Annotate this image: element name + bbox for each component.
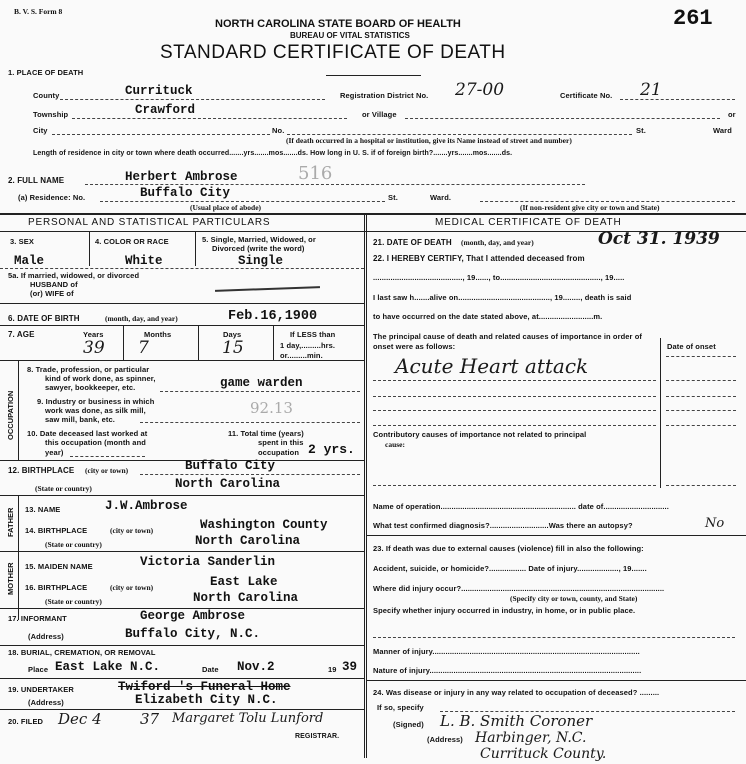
total-time-label-3: occupation bbox=[258, 448, 300, 457]
principal-cause-text: The principal cause of death and related causes of importance in order of bbox=[373, 332, 643, 341]
page-title: STANDARD CERTIFICATE OF DEATH bbox=[160, 42, 506, 63]
age-months: 7 bbox=[138, 338, 149, 358]
stamp-number: 261 bbox=[673, 6, 713, 31]
contributory-text: Contributory causes of importance not related to principal bbox=[373, 430, 587, 439]
autopsy-value: No bbox=[705, 516, 725, 531]
last-worked-label-2: this occupation (month and bbox=[45, 438, 146, 447]
mother-state-note: (State or country) bbox=[45, 597, 102, 606]
mother-birthplace-state: North Carolina bbox=[193, 591, 299, 605]
nature-text: Nature of injury................................................................................................. bbox=[373, 666, 642, 675]
abode-note: (Usual place of abode) bbox=[190, 203, 262, 212]
residence-value: Buffalo City bbox=[140, 186, 231, 200]
total-time-label: 11. Total time (years) bbox=[228, 429, 304, 438]
where-injury-text: Where did injury occur?............................................................................................. bbox=[373, 584, 665, 593]
burial-date-label: Date bbox=[202, 665, 219, 674]
informant-label: 17. INFORMANT bbox=[8, 614, 67, 623]
filed-label: 20. FILED bbox=[8, 717, 44, 726]
age-years: 39 bbox=[83, 338, 105, 358]
father-name: J.W.Ambrose bbox=[105, 499, 188, 513]
burial-place-label: Place bbox=[28, 665, 49, 674]
trade-label: 8. Trade, profession, or particular bbox=[27, 365, 150, 374]
signer-county: Currituck County. bbox=[480, 746, 607, 762]
marital-label-2: Divorced (write the word) bbox=[212, 244, 305, 253]
st-label: St. bbox=[636, 126, 646, 135]
race-value: White bbox=[125, 254, 163, 268]
burial-label: 18. BURIAL, CREMATION, OR REMOVAL bbox=[8, 648, 156, 657]
operation-text: Name of operation.............................................................. date of.............................. bbox=[373, 502, 669, 511]
township-value: Crawford bbox=[135, 103, 196, 117]
nonresident-note: (If non-resident give city or town and State) bbox=[520, 203, 660, 212]
industry-label: 9. Industry or business in which bbox=[37, 397, 155, 406]
father-birthplace-state: North Carolina bbox=[195, 534, 301, 548]
birthplace-state-note: (State or country) bbox=[35, 484, 92, 493]
test-text: What test confirmed diagnosis?...........................Was there an autopsy? bbox=[373, 521, 633, 530]
mother-city-note: (city or town) bbox=[110, 583, 154, 592]
father-name-label: 13. NAME bbox=[25, 505, 61, 514]
residence-label: (a) Residence: No. bbox=[18, 193, 86, 202]
registrar-signature: Margaret Tolu Lunford bbox=[172, 711, 324, 726]
cause-of-death: Acute Heart attack bbox=[395, 354, 589, 378]
age-label: 7. AGE bbox=[8, 330, 35, 339]
mother-name: Victoria Sanderlin bbox=[140, 555, 276, 569]
sex-label: 3. SEX bbox=[10, 237, 34, 246]
trade-label-3: sawyer, bookkeeper, etc. bbox=[45, 383, 136, 392]
age-days: 15 bbox=[222, 338, 244, 358]
onset-label: Date of onset bbox=[667, 342, 716, 351]
dob-value: Feb.16,1900 bbox=[228, 309, 318, 324]
years-label: Years bbox=[83, 330, 104, 339]
bureau-name: BUREAU OF VITAL STATISTICS bbox=[290, 31, 410, 40]
name-note: 516 bbox=[298, 163, 333, 184]
full-name-value: Herbert Ambrose bbox=[125, 170, 238, 184]
principal-cause-text-2: onset were as follows: bbox=[373, 342, 456, 351]
filed-year: 37 bbox=[140, 710, 160, 728]
county-label: County bbox=[33, 91, 60, 100]
certificate-label: Certificate No. bbox=[560, 91, 613, 100]
industry-label-3: saw mill, bank, etc. bbox=[45, 415, 115, 424]
occurred-text: to have occurred on the date stated above, at.........................m. bbox=[373, 312, 603, 321]
birthplace-city: Buffalo City bbox=[185, 459, 276, 473]
father-side-label: FATHER bbox=[6, 507, 15, 537]
industry-label-2: work was done, as silk mill, bbox=[45, 406, 146, 415]
burial-year-prefix: 19 bbox=[328, 665, 337, 674]
burial-place: East Lake N.C. bbox=[55, 660, 161, 674]
attended-dates: ........................................., 19......, to.............................................., 19..... bbox=[373, 273, 625, 282]
dob-label: 6. DATE OF BIRTH bbox=[8, 314, 80, 323]
signer-signature: L. B. Smith Coroner bbox=[440, 712, 593, 730]
accident-text: Accident, suicide, or homicide?................. Date of injury..................., 19....... bbox=[373, 564, 647, 573]
personal-heading: PERSONAL AND STATISTICAL PARTICULARS bbox=[28, 217, 271, 228]
undertaker-label: 19. UNDERTAKER bbox=[8, 685, 74, 694]
burial-date: Nov.2 bbox=[237, 660, 275, 674]
sex-value: Male bbox=[14, 254, 45, 268]
spouse-label: 5a. If married, widowed, or divorced bbox=[8, 271, 140, 280]
father-state-note: (State or country) bbox=[45, 540, 102, 549]
dod-note: (month, day, and year) bbox=[461, 238, 534, 247]
specify-label: If so, specify bbox=[377, 703, 424, 712]
external-cause-text: 23. If death was due to external causes (violence) fill in also the following: bbox=[373, 544, 644, 553]
husband-label: HUSBAND of bbox=[30, 280, 78, 289]
signer-address: Harbinger, N.C. bbox=[475, 730, 587, 746]
occupation-related-text: 24. Was disease or injury in any way related to occupation of deceased? ......... bbox=[373, 688, 660, 697]
minutes-label: or.........min. bbox=[280, 351, 323, 360]
marital-label: 5. Single, Married, Widowed, or bbox=[202, 235, 316, 244]
birthplace-city-note: (city or town) bbox=[85, 466, 129, 475]
certificate-value: 21 bbox=[640, 80, 662, 100]
informant-address-label: (Address) bbox=[28, 632, 64, 641]
township-label: Township bbox=[33, 110, 69, 119]
mother-side-label: MOTHER bbox=[6, 562, 15, 595]
occupation-side-label: OCCUPATION bbox=[6, 390, 15, 440]
mother-birthplace-label: 16. BIRTHPLACE bbox=[25, 583, 88, 592]
city-label: City bbox=[33, 126, 48, 135]
signed-label: (Signed) bbox=[393, 720, 424, 729]
mother-name-label: 15. MAIDEN NAME bbox=[25, 562, 93, 571]
residence-length: Length of residence in city or town where death occurred.......yrs.......mos.......ds. How long in U. S. if of foreign birth?.......yrs.......mos.......ds. bbox=[33, 150, 513, 157]
injury-place-text: Specify whether injury occurred in industry, in home, or in public place. bbox=[373, 606, 636, 615]
total-time-value: 2 yrs. bbox=[308, 442, 355, 457]
father-birthplace-label: 14. BIRTHPLACE bbox=[25, 526, 88, 535]
trade-value: game warden bbox=[220, 376, 303, 390]
registrar-label: REGISTRAR. bbox=[295, 733, 340, 740]
last-worked-label: 10. Date deceased last worked at bbox=[27, 429, 148, 438]
filed-date: Dec 4 bbox=[58, 710, 102, 728]
informant-value: George Ambrose bbox=[140, 609, 246, 623]
no-label: No. bbox=[272, 126, 285, 135]
form-id: B. V. S. Form 8 bbox=[14, 7, 63, 16]
full-name-label: 2. FULL NAME bbox=[8, 176, 65, 185]
last-worked-label-3: year) bbox=[45, 448, 64, 457]
wife-label: (or) WIFE of bbox=[30, 289, 74, 298]
medical-heading: MEDICAL CERTIFICATE OF DEATH bbox=[435, 217, 622, 228]
residence-ward-label: Ward. bbox=[430, 193, 452, 202]
residence-st-label: St. bbox=[388, 193, 398, 202]
birthplace-state: North Carolina bbox=[175, 477, 281, 491]
or-label: or bbox=[728, 110, 736, 119]
where-injury-note: (Specify city or town, county, and State) bbox=[510, 594, 638, 603]
dob-note: (month, day, and year) bbox=[105, 314, 178, 323]
contributory-cause-label: cause: bbox=[385, 440, 405, 449]
district-value: 27-00 bbox=[455, 80, 505, 100]
village-label: or Village bbox=[362, 110, 397, 119]
months-label: Months bbox=[144, 330, 172, 339]
certify-text: 22. I HEREBY CERTIFY, That I attended deceased from bbox=[373, 254, 585, 263]
undertaker-value: Twiford 's Funeral Home bbox=[118, 680, 291, 694]
hours-label: 1 day,.........hrs. bbox=[280, 341, 336, 350]
father-birthplace-city: Washington County bbox=[200, 518, 328, 532]
place-of-death-heading: 1. PLACE OF DEATH bbox=[8, 68, 84, 77]
mother-birthplace-city: East Lake bbox=[210, 575, 278, 589]
father-city-note: (city or town) bbox=[110, 526, 154, 535]
undertaker-address: Elizabeth City N.C. bbox=[135, 693, 278, 707]
birthplace-label: 12. BIRTHPLACE bbox=[8, 466, 75, 475]
last-saw-text: I last saw h.......alive on.........................................., 19........, death is said bbox=[373, 293, 632, 302]
manner-text: Manner of injury............................................................................................... bbox=[373, 647, 640, 656]
county-value: Currituck bbox=[125, 84, 193, 98]
race-label: 4. COLOR OR RACE bbox=[95, 237, 169, 246]
dod-value: Oct 31. 1939 bbox=[598, 229, 720, 249]
board-name: NORTH CAROLINA STATE BOARD OF HEALTH bbox=[215, 18, 461, 30]
dod-label: 21. DATE OF DEATH bbox=[373, 238, 452, 247]
hospital-note: (If death occurred in a hospital or institution, give its Name instead of street and number) bbox=[286, 136, 572, 145]
total-time-label-2: spent in this bbox=[258, 438, 304, 447]
burial-year: 39 bbox=[342, 660, 358, 674]
less-than-label: If LESS than bbox=[290, 330, 336, 339]
undertaker-address-label: (Address) bbox=[28, 698, 64, 707]
ward-label: Ward bbox=[713, 126, 732, 135]
days-label: Days bbox=[223, 330, 242, 339]
informant-address: Buffalo City, N.C. bbox=[125, 627, 261, 641]
signer-address-label: (Address) bbox=[427, 735, 463, 744]
district-label: Registration District No. bbox=[340, 91, 429, 100]
trade-label-2: kind of work done, as spinner, bbox=[45, 374, 156, 383]
industry-note: 92.13 bbox=[250, 399, 293, 417]
marital-value: Single bbox=[238, 254, 284, 268]
